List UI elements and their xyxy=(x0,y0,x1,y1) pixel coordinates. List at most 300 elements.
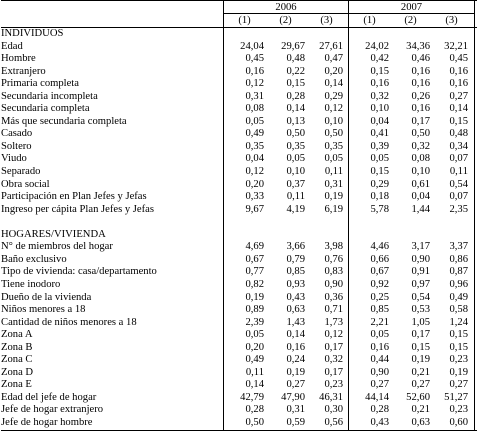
table-cell: 0,20 xyxy=(324,65,343,77)
row-label: Primaria completa xyxy=(1,78,79,90)
table-cell: 0,23 xyxy=(449,404,468,416)
table-row xyxy=(1,404,477,417)
table-cell: 0,05 xyxy=(370,153,389,165)
table-cell: 0,14 xyxy=(324,78,343,90)
col-header: (1) xyxy=(238,15,251,26)
row-label: Secundaria completa xyxy=(1,103,90,115)
table-cell: 51,27 xyxy=(444,391,468,403)
cells-2007 xyxy=(349,41,475,54)
row-label: Baño exclusivo xyxy=(1,253,67,265)
table-cell: 0,15 xyxy=(449,341,468,353)
table-cell: 0,27 xyxy=(449,90,468,102)
section-header-row xyxy=(1,28,477,41)
table-cell: 0,29 xyxy=(370,178,389,190)
cells-2007 xyxy=(349,241,475,254)
table-cell: 0,14 xyxy=(286,103,305,115)
table-cell: 0,17 xyxy=(411,329,430,341)
spacer-row xyxy=(1,216,477,229)
table-cell: 0,12 xyxy=(324,103,343,115)
cells-2007 xyxy=(349,66,475,79)
year-2006-label: 2006 xyxy=(224,1,348,14)
table-cell: 0,50 xyxy=(286,128,305,140)
row-label: Soltero xyxy=(1,140,32,152)
row-label: Separado xyxy=(1,166,41,178)
table-row xyxy=(1,279,477,292)
table-row xyxy=(1,41,477,54)
table-cell: 3,98 xyxy=(324,241,343,253)
row-label: Cantidad de niños menores a 18 xyxy=(1,316,137,328)
table-cell: 0,35 xyxy=(324,140,343,152)
table-row xyxy=(1,103,477,116)
year-2007-label: 2007 xyxy=(349,1,474,14)
cells-2006 xyxy=(223,53,349,66)
table-cell: 0,11 xyxy=(324,166,343,178)
table-cell: 0,36 xyxy=(324,291,343,303)
table-cell: 0,54 xyxy=(449,178,468,190)
cells-2006 xyxy=(223,354,349,367)
table-cell: 0,63 xyxy=(286,304,305,316)
table-cell: 3,37 xyxy=(449,241,468,253)
table-cell: 0,90 xyxy=(370,366,389,378)
row-label: Obra social xyxy=(1,178,50,190)
cells-2006 xyxy=(223,329,349,342)
table-row xyxy=(1,53,477,66)
table-cell: 0,50 xyxy=(411,128,430,140)
table-cell: 0,16 xyxy=(411,78,430,90)
cells-2006 xyxy=(223,179,349,192)
row-label: N° de miembros del hogar xyxy=(1,241,113,253)
table-cell: 0,82 xyxy=(245,278,264,290)
table-row xyxy=(1,128,477,141)
cells-2007 xyxy=(349,53,475,66)
cells-2006 xyxy=(223,254,349,267)
table-cell: 0,24 xyxy=(286,354,305,366)
table-row xyxy=(1,417,477,431)
table-cell: 0,49 xyxy=(449,291,468,303)
table-cell: 0,20 xyxy=(245,178,264,190)
table-cell: 0,93 xyxy=(286,278,305,290)
table-cell: 0,43 xyxy=(370,417,389,428)
cells-2007 xyxy=(349,367,475,380)
cells-2007 xyxy=(349,28,475,41)
cells-2006 xyxy=(223,153,349,166)
table-cell: 0,21 xyxy=(411,404,430,416)
table-cell: 0,45 xyxy=(449,53,468,65)
cells-2007 xyxy=(349,392,475,405)
col-header: (3) xyxy=(445,15,458,26)
table-cell: 0,34 xyxy=(449,140,468,152)
header-row-years xyxy=(1,0,477,14)
table-cell: 0,14 xyxy=(449,103,468,115)
table-cell: 0,31 xyxy=(245,90,264,102)
table-cell: 0,21 xyxy=(411,366,430,378)
cells-2006 xyxy=(223,116,349,129)
col-group-2006 xyxy=(223,14,349,27)
table-cell: 0,26 xyxy=(411,90,430,102)
table-cell: 0,16 xyxy=(411,65,430,77)
table-cell: 0,18 xyxy=(370,191,389,203)
row-label: Más que secundaria completa xyxy=(1,115,127,127)
table-cell: 0,91 xyxy=(411,266,430,278)
table-row xyxy=(1,153,477,166)
table-cell: 0,50 xyxy=(324,128,343,140)
table-cell: 0,27 xyxy=(286,379,305,391)
table-cell: 0,19 xyxy=(411,354,430,366)
table-cell: 0,19 xyxy=(245,291,264,303)
cells-2006 xyxy=(223,229,349,242)
table-cell: 0,04 xyxy=(245,153,264,165)
cells-2006 xyxy=(223,417,349,430)
cells-2007 xyxy=(349,279,475,292)
table-cell: 0,35 xyxy=(286,140,305,152)
table-cell: 0,17 xyxy=(324,366,343,378)
table-body xyxy=(1,28,477,431)
table-cell: 0,66 xyxy=(370,253,389,265)
table-row xyxy=(1,342,477,355)
table-cell: 0,11 xyxy=(245,366,264,378)
table-cell: 0,23 xyxy=(324,379,343,391)
cells-2007 xyxy=(349,379,475,392)
table-cell: 0,16 xyxy=(449,65,468,77)
row-label: Participación en Plan Jefes y Jefas xyxy=(1,191,147,203)
table-cell: 0,07 xyxy=(449,153,468,165)
table-row xyxy=(1,91,477,104)
table-cell: 0,44 xyxy=(370,354,389,366)
cells-2006 xyxy=(223,241,349,254)
table-cell: 0,16 xyxy=(286,341,305,353)
row-label: Zona C xyxy=(1,354,33,366)
table-cell: 0,63 xyxy=(411,417,430,428)
row-label: Zona E xyxy=(1,379,32,391)
table-cell: 0,19 xyxy=(449,366,468,378)
table-row xyxy=(1,191,477,204)
table-cell: 0,48 xyxy=(286,53,305,65)
table-cell: 0,15 xyxy=(370,166,389,178)
table-cell: 0,15 xyxy=(411,341,430,353)
cells-2006 xyxy=(223,204,349,217)
cells-2006 xyxy=(223,216,349,229)
table-cell: 0,15 xyxy=(286,78,305,90)
table-row xyxy=(1,266,477,279)
table-cell: 0,19 xyxy=(286,366,305,378)
table-row xyxy=(1,66,477,79)
table-cell: 52,60 xyxy=(406,391,430,403)
table-cell: 0,67 xyxy=(370,266,389,278)
table-cell: 0,61 xyxy=(411,178,430,190)
cells-2007 xyxy=(349,191,475,204)
table-cell: 24,04 xyxy=(240,40,264,52)
table-cell: 0,25 xyxy=(370,291,389,303)
cells-2007 xyxy=(349,179,475,192)
table-row xyxy=(1,179,477,192)
cells-2006 xyxy=(223,279,349,292)
table-cell: 0,16 xyxy=(449,78,468,90)
row-label: Tipo de vivienda: casa/departamento xyxy=(1,266,157,278)
cells-2006 xyxy=(223,317,349,330)
table-cell: 0,05 xyxy=(286,153,305,165)
table-row xyxy=(1,292,477,305)
row-label: Zona D xyxy=(1,366,34,378)
table-cell: 0,12 xyxy=(324,329,343,341)
table-cell: 0,27 xyxy=(370,379,389,391)
table-cell: 0,04 xyxy=(411,191,430,203)
table-cell: 4,69 xyxy=(245,241,264,253)
table-cell: 0,16 xyxy=(411,103,430,115)
year-group-2006 xyxy=(223,1,349,14)
cells-2006 xyxy=(223,66,349,79)
table-cell: 0,27 xyxy=(449,379,468,391)
table-cell: 0,10 xyxy=(324,115,343,127)
table-cell: 0,11 xyxy=(449,166,468,178)
table-row xyxy=(1,329,477,342)
section-title: HOGARES/VIVIENDA xyxy=(1,228,106,240)
section-header-row xyxy=(1,229,477,242)
cells-2007 xyxy=(349,329,475,342)
cells-2006 xyxy=(223,392,349,405)
year-group-2007 xyxy=(349,1,475,14)
table-cell: 0,59 xyxy=(286,417,305,428)
table-cell: 0,16 xyxy=(370,78,389,90)
table-cell: 0,08 xyxy=(245,103,264,115)
table-cell: 0,35 xyxy=(245,140,264,152)
table-row xyxy=(1,354,477,367)
cells-2006 xyxy=(223,91,349,104)
cells-2006 xyxy=(223,266,349,279)
table-cell: 0,11 xyxy=(286,191,305,203)
table-cell: 4,19 xyxy=(286,203,305,215)
table-cell: 0,20 xyxy=(245,341,264,353)
table-cell: 0,39 xyxy=(370,140,389,152)
table-cell: 0,90 xyxy=(324,278,343,290)
table-row xyxy=(1,166,477,179)
cells-2006 xyxy=(223,128,349,141)
table-cell: 0,05 xyxy=(370,329,389,341)
table-cell: 0,37 xyxy=(286,178,305,190)
cells-2006 xyxy=(223,141,349,154)
row-label: Secundaria incompleta xyxy=(1,90,98,102)
table-cell: 0,50 xyxy=(245,417,264,428)
col-header: (1) xyxy=(363,15,376,26)
table-cell: 0,05 xyxy=(324,153,343,165)
table-cell: 1,44 xyxy=(411,203,430,215)
cells-2007 xyxy=(349,304,475,317)
row-label: Tiene inodoro xyxy=(1,278,61,290)
table-row xyxy=(1,379,477,392)
table-row xyxy=(1,141,477,154)
table-cell: 0,31 xyxy=(324,178,343,190)
cells-2007 xyxy=(349,317,475,330)
row-label: Jefe de hogar extranjero xyxy=(1,404,104,416)
table-row xyxy=(1,241,477,254)
cells-2007 xyxy=(349,266,475,279)
table-row xyxy=(1,392,477,405)
cells-2006 xyxy=(223,304,349,317)
table-row xyxy=(1,116,477,129)
table-cell: 44,14 xyxy=(365,391,389,403)
cells-2006 xyxy=(223,191,349,204)
table-cell: 0,33 xyxy=(245,191,264,203)
row-label: Dueño de la vivienda xyxy=(1,291,92,303)
cells-2007 xyxy=(349,166,475,179)
cells-2007 xyxy=(349,229,475,242)
cells-2007 xyxy=(349,91,475,104)
table-cell: 0,45 xyxy=(245,53,264,65)
table-cell: 0,04 xyxy=(370,115,389,127)
table-cell: 0,60 xyxy=(449,417,468,428)
cells-2007 xyxy=(349,342,475,355)
cells-2007 xyxy=(349,254,475,267)
table-cell: 0,67 xyxy=(245,253,264,265)
table-cell: 0,90 xyxy=(411,253,430,265)
table-cell: 0,23 xyxy=(449,354,468,366)
table-cell: 0,10 xyxy=(370,103,389,115)
row-label: Ingreso per cápita Plan Jefes y Jefas xyxy=(1,203,154,215)
col-header: (2) xyxy=(404,15,417,26)
table-cell: 0,53 xyxy=(411,304,430,316)
cells-2007 xyxy=(349,153,475,166)
table-cell: 0,48 xyxy=(449,128,468,140)
table-cell: 0,87 xyxy=(449,266,468,278)
table-cell: 0,76 xyxy=(324,253,343,265)
table-cell: 0,29 xyxy=(324,90,343,102)
cells-2007 xyxy=(349,141,475,154)
table-cell: 0,05 xyxy=(245,115,264,127)
table-cell: 0,16 xyxy=(245,65,264,77)
table-cell: 0,46 xyxy=(411,53,430,65)
table-cell: 2,39 xyxy=(245,316,264,328)
table-cell: 0,83 xyxy=(324,266,343,278)
table-cell: 0,15 xyxy=(370,65,389,77)
table-cell: 0,30 xyxy=(324,404,343,416)
table-cell: 0,42 xyxy=(370,53,389,65)
table-cell: 0,10 xyxy=(286,166,305,178)
section-title: INDIVIDUOS xyxy=(1,28,64,39)
table-cell: 9,67 xyxy=(245,203,264,215)
table-cell: 27,61 xyxy=(319,40,343,52)
cells-2006 xyxy=(223,342,349,355)
table-cell: 0,85 xyxy=(370,304,389,316)
table-cell: 2,21 xyxy=(370,316,389,328)
table-cell: 0,19 xyxy=(324,191,343,203)
table-row xyxy=(1,304,477,317)
row-label: Zona A xyxy=(1,329,33,341)
table-cell: 1,43 xyxy=(286,316,305,328)
row-label: Extranjero xyxy=(1,65,46,77)
table-cell: 4,46 xyxy=(370,241,389,253)
table-cell: 34,36 xyxy=(406,40,430,52)
table-cell: 46,31 xyxy=(319,391,343,403)
row-label: Casado xyxy=(1,128,33,140)
table-row xyxy=(1,317,477,330)
table-cell: 6,19 xyxy=(324,203,343,215)
cells-2007 xyxy=(349,116,475,129)
table-cell: 0,27 xyxy=(411,379,430,391)
cells-2007 xyxy=(349,204,475,217)
table-row xyxy=(1,204,477,217)
col-header: (2) xyxy=(279,15,292,26)
header-row-columns xyxy=(1,14,477,28)
table-cell: 0,12 xyxy=(245,78,264,90)
col-group-2007 xyxy=(349,14,475,27)
table-cell: 0,13 xyxy=(286,115,305,127)
cells-2006 xyxy=(223,103,349,116)
table-cell: 0,89 xyxy=(245,304,264,316)
cells-2007 xyxy=(349,78,475,91)
table-cell: 0,28 xyxy=(370,404,389,416)
row-label: Jefe de hogar hombre xyxy=(1,417,93,428)
table-cell: 47,90 xyxy=(281,391,305,403)
table-cell: 0,15 xyxy=(449,329,468,341)
table-cell: 0,22 xyxy=(286,65,305,77)
table-cell: 0,56 xyxy=(324,417,343,428)
table-cell: 0,92 xyxy=(370,278,389,290)
spacer-cell xyxy=(1,216,223,229)
table-cell: 0,15 xyxy=(449,115,468,127)
cells-2006 xyxy=(223,367,349,380)
row-label: Zona B xyxy=(1,341,33,353)
table-row xyxy=(1,78,477,91)
table-row xyxy=(1,254,477,267)
table-cell: 0,71 xyxy=(324,304,343,316)
cells-2007 xyxy=(349,103,475,116)
table-cell: 0,86 xyxy=(449,253,468,265)
table-cell: 0,58 xyxy=(449,304,468,316)
cells-2006 xyxy=(223,292,349,305)
table-row xyxy=(1,367,477,380)
table-cell: 0,49 xyxy=(245,354,264,366)
table-cell: 0,96 xyxy=(449,278,468,290)
header-blank-2 xyxy=(1,14,223,27)
cells-2006 xyxy=(223,41,349,54)
table-cell: 0,77 xyxy=(245,266,264,278)
table-cell: 29,67 xyxy=(281,40,305,52)
cells-2006 xyxy=(223,404,349,417)
cells-2006 xyxy=(223,379,349,392)
row-label: Hombre xyxy=(1,53,36,65)
row-label: Niños menores a 18 xyxy=(1,304,86,316)
row-label: Viudo xyxy=(1,153,27,165)
table-cell: 0,17 xyxy=(411,115,430,127)
table-cell: 0,32 xyxy=(411,140,430,152)
table-cell: 0,14 xyxy=(245,379,264,391)
table-cell: 0,85 xyxy=(286,266,305,278)
row-label: Edad xyxy=(1,40,23,52)
table-cell: 0,49 xyxy=(245,128,264,140)
header-blank xyxy=(1,1,223,14)
cells-2007 xyxy=(349,292,475,305)
table-cell: 0,12 xyxy=(245,166,264,178)
table-cell: 42,79 xyxy=(240,391,264,403)
table-cell: 0,32 xyxy=(370,90,389,102)
table-cell: 0,28 xyxy=(245,404,264,416)
table-cell: 5,78 xyxy=(370,203,389,215)
table-cell: 0,97 xyxy=(411,278,430,290)
table-cell: 0,31 xyxy=(286,404,305,416)
table-cell: 0,08 xyxy=(411,153,430,165)
cells-2006 xyxy=(223,78,349,91)
table-cell: 2,35 xyxy=(449,203,468,215)
table-cell: 1,05 xyxy=(411,316,430,328)
col-header: (3) xyxy=(320,15,333,26)
cells-2007 xyxy=(349,216,475,229)
table-cell: 0,07 xyxy=(449,191,468,203)
cells-2006 xyxy=(223,28,349,41)
cells-2007 xyxy=(349,128,475,141)
statistics-table xyxy=(1,0,477,431)
table-cell: 0,43 xyxy=(286,291,305,303)
table-cell: 3,66 xyxy=(286,241,305,253)
table-cell: 0,32 xyxy=(324,354,343,366)
